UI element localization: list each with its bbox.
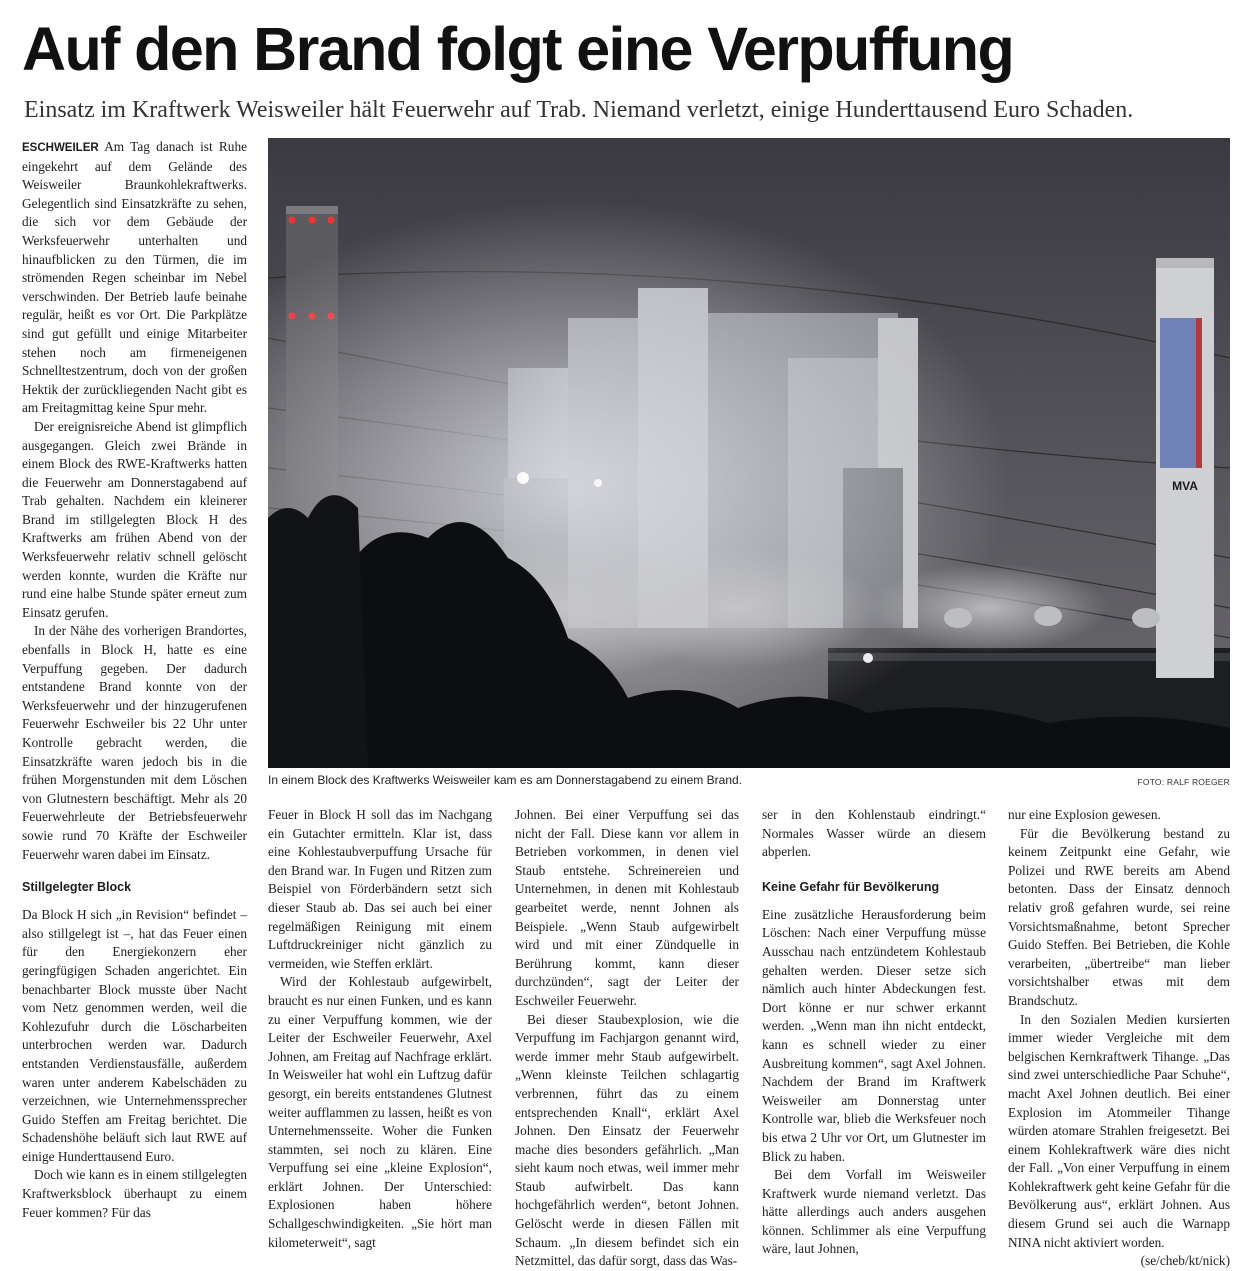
article-column-4: [762, 806, 986, 1259]
paragraph-text: In den Sozialen Medien kursierten immer wieder Vergleiche mit dem belgischen Kernkraftwerk Tihange. „Das sind zwei unterschiedliche Paar Schuhe“, macht Axel Johnen deutlich. Bei einer Explosion im Atommeiler Tihange würden atomare Strahlen freigesetzt. Bei einem Kohlekraftwerk wäre dies nicht der Fall. „Von einer Verpuffung in einem Kohlekraftwerk geht keine Gefahr für die Bevölkerung aus“, erklärt Johnen. Aus diesem Grund sei auch die Warnapp NINA nicht aktiviert worden.: [1008, 1011, 1230, 1250]
subheading: Keine Gefahr für Bevölkerung: [762, 879, 940, 894]
paragraph: Eine zusätzliche Herausforderung beim Löschen: Nach einer Verpuffung müsse Ausschau nach entzündetem Kohlestaub gehalten werden. Dieser setze sich nämlich auch hinter Abdeckungen fest. Dort könne er nur schwer erkannt werden. „Wenn man ihn nicht entdeckt, kann es schnell wieder zu einer Ausbreitung kommen“, sagt Axel Johnen. Nachdem der Brand im Kraftwerk Weisweiler am Donnerstag unter Kontrolle war, blieb die Werksfeuer noch bis etwa 2 Uhr vor Ort, um Glutnester im Blick zu haben.: [762, 906, 986, 1164]
paragraph: Für die Bevölkerung bestand zu keinem Zeitpunkt eine Gefahr, wie Polizei und RWE bereits am Abend betonten. Dass der Einsatz dennoch relativ groß gefahren wurde, sei reine Vorsichtsmaßnahme, betont Sprecher Guido Steffen. Bei Betrieben, die Kohle verarbeiten, „übertreibe“ man lieber vorsichtshalber etwas mit dem Brandschutz.: [1008, 825, 1230, 1008]
power-plant-photo: [268, 138, 1230, 768]
paragraph: ser in den Kohlenstaub eindringt.“ Normales Wasser würde an diesem abperlen.: [762, 807, 986, 860]
author-signature: (se/cheb/kt/nick): [1140, 1253, 1230, 1269]
paragraph: [1008, 1011, 1230, 1269]
paragraph: nur eine Explosion gewesen.: [1008, 807, 1161, 822]
photo-caption: In einem Block des Kraftwerks Weisweiler kam es am Donnerstagabend zu einem Brand.: [268, 773, 742, 787]
paragraph: Wird der Kohlestaub aufgewirbelt, braucht es nur einen Funken, und es kann zu einer Verpuffung kommen, wie der Leiter der Eschweiler Feuerwehr, Axel Johnen, am Freitag auf Nachfrage erklärt. In Weisweiler hat wohl ein Luftzug dafür gesorgt, ein bereits entstandenes Glutnest weiter aufflammen zu lassen, heißt es von Unternehmensseite. Woher die Funken stammten, sei noch zu klären. Eine Verpuffung sei eine „kleine Explosion“, erklärt Johnen. Der Unterschied: Explosionen haben höhere Schallgeschwindigkeiten. „Sie hört man kilometerweit“, sagt: [268, 974, 492, 1250]
paragraph: Bei dieser Staubexplosion, wie die Verpuffung im Fachjargon genannt wird, werde immer mehr Staub aufgewirbelt. „Wenn kleinste Teilchen schlagartig verbrennen, führt das zu einem entsprechenden Knall“, erklärt Axel Johnen. Den Einsatz der Feuerwehr mache dies besonders gefährlich. „Man sieht kaum noch etwas, weil immer mehr Staub aufwirbelt. Das kann hochgefährlich werden“, betont Johnen. Gelöscht werde in diesen Fällen mit Schaum. „In diesem befindet sich ein Netzmittel, das dafür sorgt, dass das Was-: [515, 1011, 739, 1269]
dateline: ESCHWEILER: [22, 142, 99, 154]
article-column-1: [22, 138, 247, 1222]
paragraph: In der Nähe des vorherigen Brandortes, ebenfalls in Block H, hatte es eine Verpuffung gegeben. Der dadurch entstandene Brand konnte von der Werksfeuerwehr und der hinzugerufenen Feuerwehr Eschweiler bis 22 Uhr unter Kontrolle gebracht werden, die Einsatzkräfte waren jedoch bis in die frühen Morgenstunden mit dem Löschen von Glutnestern beschäftigt. Mehr als 20 Feuerwehrleute der Betriebsfeuerwehr sowie rund 70 Kräfte der Eschweiler Feuerwehr waren dabei im Einsatz.: [22, 623, 247, 862]
subheading: Stillgelegter Block: [22, 880, 132, 895]
article-column-5: [1008, 806, 1230, 1271]
paragraph: Bei dem Vorfall im Weisweiler Kraftwerk wurde niemand verletzt. Das hätte allerdings auch anders ausgehen können. Schlimmer als eine Verpuffung wäre, laut Johnen,: [762, 1167, 986, 1257]
paragraph: Feuer in Block H soll das im Nachgang ein Gutachter ermitteln. Klar ist, dass eine Kohlestaubverpuffung Ursache für den Brand war. In Fugen und Ritzen zum Beispiel von Förderbändern setzt sich dieser Staub ab. Das sei auch bei einer regelmäßigen Reinigung mit einem Luftdruckreiniger nicht gänzlich zu vermeiden, wie Steffen erklärt.: [268, 807, 492, 971]
paragraph: Da Block H sich „in Revision“ befindet – also stillgelegt ist –, hat das Feuer einen für den Energiekonzern eher geringfügigen Schaden angerichtet. Ein benachbarter Block musste über Nacht vom Netz genommen werden, weil die Kohlezufuhr durch die Löscharbeiten unterbrochen werden war. Dadurch entstanden Verdienstausfälle, außerdem waren unter anderem Kabelschäden zu verzeichnen, wie Unternehmenssprecher Guido Steffen am Freitag berichtet. Die Schadenshöhe beläuft sich laut RWE auf einige Hunderttausend Euro.: [22, 907, 247, 1164]
article-subheadline: Einsatz im Kraftwerk Weisweiler hält Feuerwehr auf Trab. Niemand verletzt, einige Hunderttausend Euro Schaden.: [24, 97, 1134, 123]
paragraph-text: Am Tag danach ist Ruhe eingekehrt auf dem Gelände des Weisweiler Braunkohlekraftwerks. Gelegentlich sind Einsatzkräfte zu sehen, die sich vor dem Gebäude der Werksfeuerwehr unterhalten und hinaufblicken zu den Türmen, die im strömenden Regen scheinbar im Nebel verschwinden. Der Betrieb laufe beinahe regulär, heißt es vor Ort. Die Parkplätze sind gut gefüllt und einige Mitarbeiter stehen noch am firmeneigenen Schnelltestzentrum, doch von der großen Hektik der zurückliegenden Nacht gibt es am Freitagmittag keine Spur mehr.: [22, 139, 247, 416]
paragraph: Doch wie kann es in einem stillgelegten Kraftwerksblock überhaupt zu einem Feuer kommen? Für das: [22, 1167, 247, 1220]
paragraph: Johnen. Bei einer Verpuffung sei das nicht der Fall. Diese kann vor allem in Betrieben vorkommen, in denen viel Staub entstehe. Schreinereien und Unternehmen, in denen mit Kohlestaub gearbeitet werde, nennt Johnen als Beispiele. „Wenn Staub aufgewirbelt wird und mit einer Zündquelle in Berührung kommt, kann dieser durchzünden“, sagt der Leiter der Eschweiler Feuerwehr.: [515, 807, 739, 1008]
paragraph: [22, 138, 247, 418]
article-headline: Auf den Brand folgt eine Verpuffung: [22, 15, 1014, 83]
article-column-3: [515, 806, 739, 1271]
paragraph: Der ereignisreiche Abend ist glimpflich ausgegangen. Gleich zwei Brände in einem Block des RWE-Kraftwerks hatten die Feuerwehr am Donnerstagabend auf Trab gehalten. Nachdem ein kleinerer Brand im stillgelegten Block H des Kraftwerks am frühen Abend von der Werksfeuerwehr relativ schnell gelöscht werden konnte, wurden die Kräfte nur rund eine halbe Stunde später erneut zum Einsatz gerufen.: [22, 418, 247, 620]
photo-credit: FOTO: RALF ROEGER: [1137, 777, 1230, 787]
article-column-2: [268, 806, 492, 1252]
